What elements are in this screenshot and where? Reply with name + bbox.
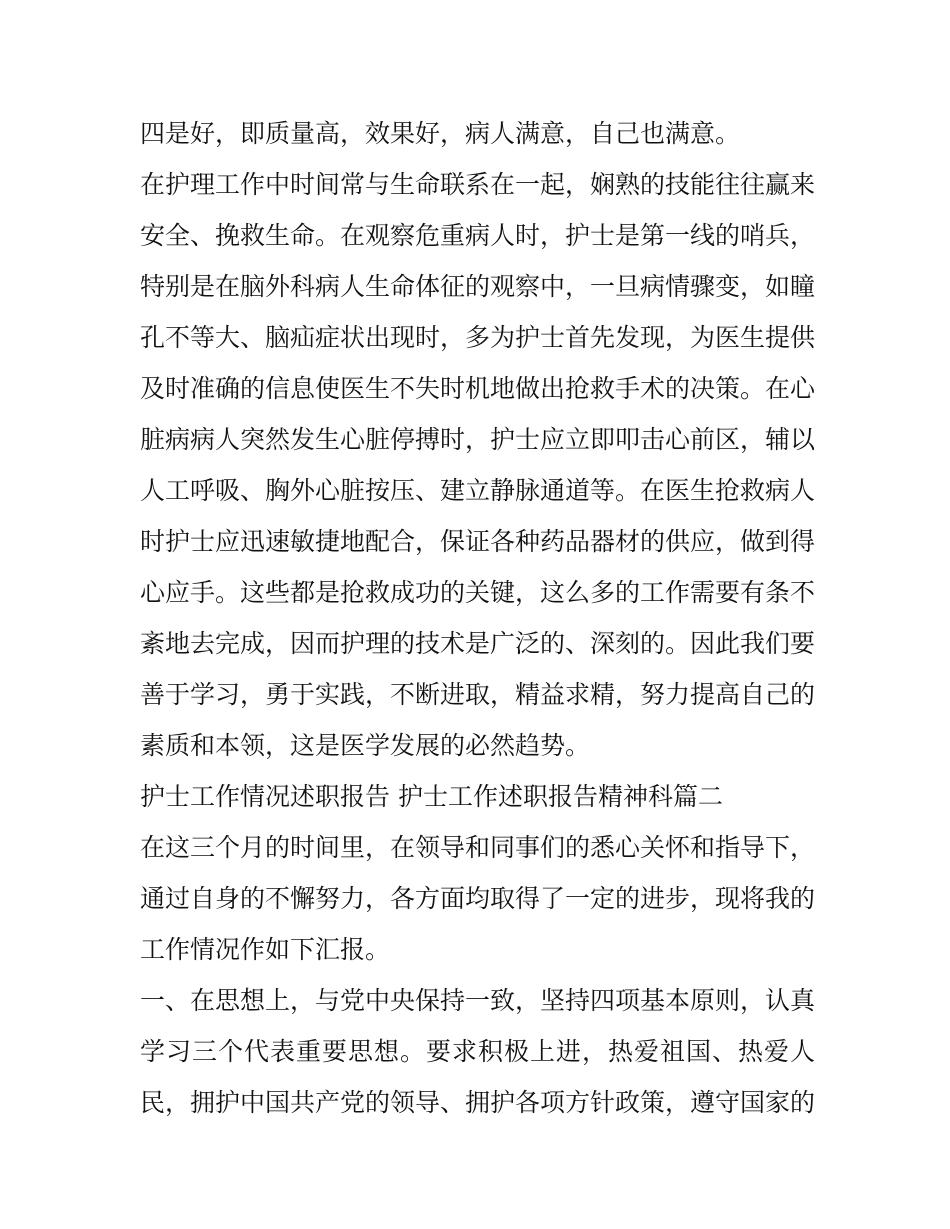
section-heading: 护士工作情况述职报告 护士工作述职报告精神科篇二 bbox=[140, 782, 723, 811]
paragraph-3: 在这三个月的时间里，在领导和同事们的悉心关怀和指导下，通过自身的不懈努力，各方面均取得了一定的进步，现将我的工作情况作如下汇报。 bbox=[140, 833, 816, 964]
paragraph-1: 四是好，即质量高，效果好，病人满意，自己也满意。 bbox=[140, 119, 741, 148]
paragraph-2: 在护理工作中时间常与生命联系在一起，娴熟的技能往往赢来安全、挽救生命。在观察危重病人时，护士是第一线的哨兵，特别是在脑外科病人生命体征的观察中，一旦病情骤变，如瞳孔不等大、脑疝症状出现时，多为护士首先发现，为医生提供及时准确的信息使医生不失时机地做出抢救手术的决策。在心脏病病人突然发生心脏停搏时，护士应立即叩击心前区，辅以人工呼吸、胸外心脏按压、建立静脉通道等。在医生抢救病人时护士应迅速敏捷地配合，保证各种药品器材的供应，做到得心应手。这些都是抢救成功的关键，这么多的工作需要有条不紊地去完成，因而护理的技术是广泛的、深刻的。因此我们要善于学习，勇于实践，不断进取，精益求精，努力提高自己的素质和本领，这是医学发展的必然趋势。 bbox=[140, 170, 816, 760]
paragraph-4: 一、在思想上，与党中央保持一致，坚持四项基本原则，认真学习三个代表重要思想。要求积极上进，热爱祖国、热爱人民，拥护中国共产党的领导、拥护各项方针政策，遵守国家的 bbox=[140, 986, 816, 1117]
document-body bbox=[140, 108, 815, 1128]
